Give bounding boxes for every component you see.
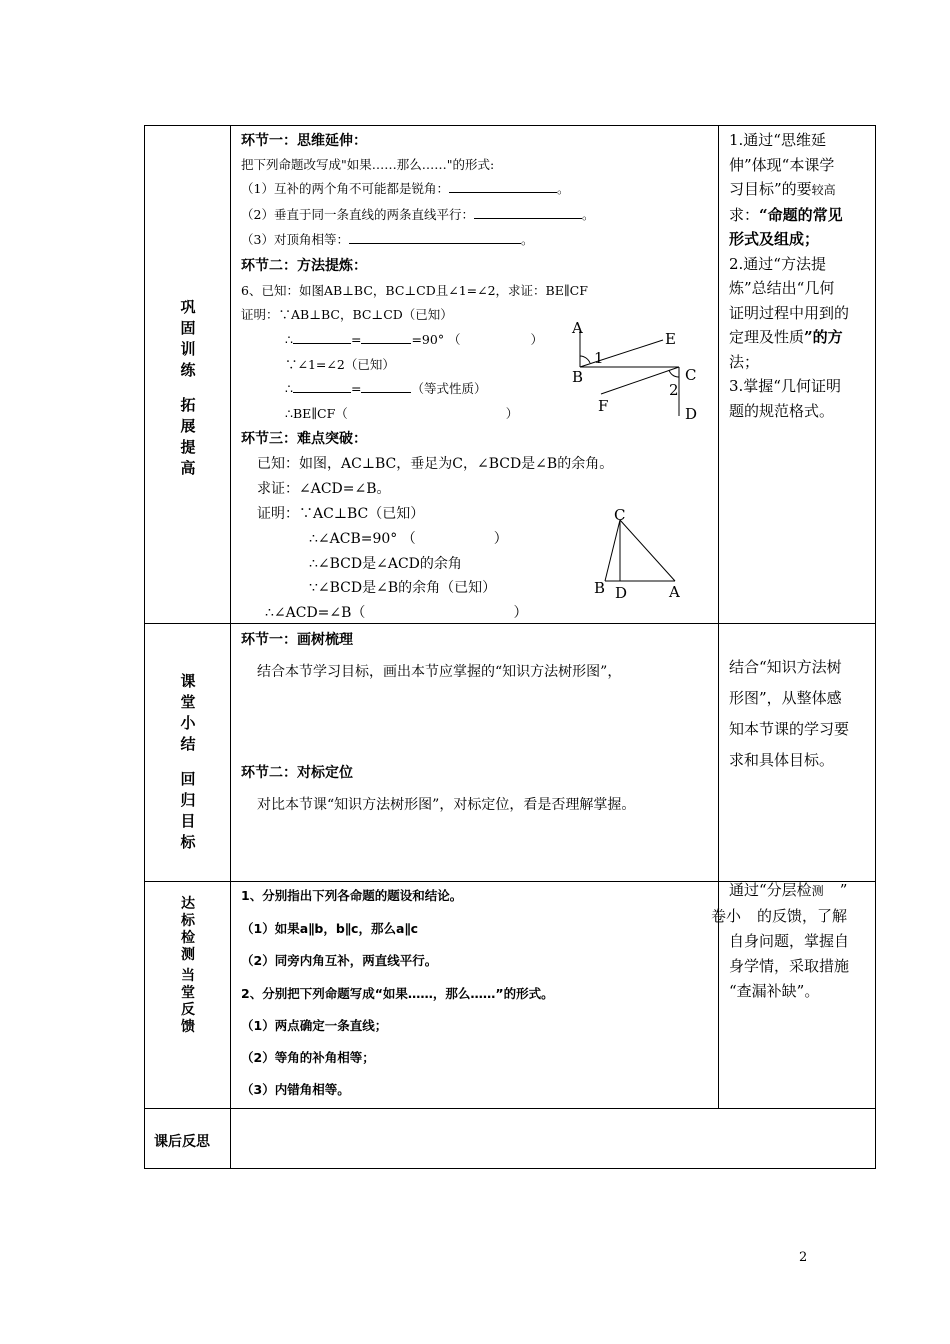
- segment-cf: [601, 367, 679, 394]
- segment-cb: [605, 520, 620, 581]
- answer-blank[interactable]: [293, 381, 351, 393]
- s3-proof-5: ∴∠ACD=∠B（ ）: [265, 605, 528, 621]
- r3-q1: 1、分别指出下列各命题的题设和结论。: [241, 888, 463, 903]
- r3-q2c: （3）内错角相等。: [241, 1082, 350, 1097]
- r2-s1-title: 环节一：画树梳理: [241, 632, 353, 648]
- r3-q2b: （2）等角的补角相等；: [241, 1050, 375, 1065]
- row2-note: 结合“知识方法树 形图”，从整体感 知本节课的学习要 求和具体目标。: [729, 658, 850, 769]
- s2-proof-3: ∵∠1=∠2（已知）: [285, 357, 395, 372]
- s1-q3: （3）对顶角相等： 。: [241, 232, 534, 247]
- s1-intro: 把下列命题改写成"如果……那么……"的形式:: [241, 157, 495, 172]
- label-angle-1: 1: [594, 349, 604, 367]
- s3-prove: 求证：∠ACD=∠B。: [257, 481, 391, 497]
- s3-title: 环节三：难点突破：: [241, 431, 367, 447]
- s3-proof-4: ∵∠BCD是∠B的余角（已知）: [309, 580, 497, 596]
- answer-blank[interactable]: [293, 332, 351, 344]
- row-divider-1: [145, 623, 875, 624]
- r2-s2-title: 环节二：对标定位: [241, 765, 353, 781]
- s2-proof-2: ∴ = =90° （ ）: [285, 332, 544, 347]
- answer-blank[interactable]: [361, 381, 411, 393]
- label-c: C: [685, 366, 697, 384]
- r3-q2a: （1）两点确定一条直线；: [241, 1018, 388, 1033]
- row1-note: 1.通过“思维延 伸”体现“本课学 习目标”的要较高 求：“命题的常见 形式及组成； 2.通过“方法提 炼”总结出“几何 证明过程中用到的 定理及性质”的方 法； 3.掌握“几何证明 题的规范格式。: [729, 131, 850, 420]
- label-b: B: [594, 579, 606, 597]
- s3-proof-2: ∴∠ACB=90° （ ）: [309, 531, 508, 547]
- s1-q1: （1）互补的两个角不可能都是锐角： 。: [241, 181, 570, 196]
- r3-q1b: （2）同旁内角互补，两直线平行。: [241, 953, 438, 968]
- r3-q2: 2、分别把下列命题写成“如果……，那么……”的形式。: [241, 986, 554, 1001]
- label-d: D: [615, 584, 628, 602]
- label-a: A: [572, 319, 583, 337]
- segment-be: [580, 340, 663, 367]
- s1-q2: （2）垂直于同一条直线的两条直线平行： 。: [241, 207, 595, 222]
- s2-proof-1: 证明：∵AB⊥BC，BC⊥CD（已知）: [241, 307, 453, 322]
- row-divider-3: [145, 1108, 875, 1109]
- label-b: B: [572, 368, 584, 386]
- s3-proof-1: 证明：∵AC⊥BC（已知）: [257, 506, 425, 522]
- reflection-label: 课后反思: [154, 1134, 210, 1150]
- answer-blank[interactable]: [349, 232, 521, 244]
- page-number: 2: [799, 1250, 808, 1265]
- s2-proof-4: ∴ = （等式性质）: [285, 381, 487, 396]
- figure-triangle: [585, 504, 685, 604]
- row3-note: 通过“分层检测 ” 卷小 的反馈，了解 自身问题，掌握自 身学情，采取措施 “查漏补缺”。: [711, 881, 850, 1000]
- answer-blank[interactable]: [474, 207, 582, 219]
- r3-q1a: （1）如果a∥b，b∥c，那么a∥c: [241, 921, 419, 936]
- label-e: E: [665, 330, 676, 348]
- s3-given: 已知：如图，AC⊥BC，垂足为C，∠BCD是∠B的余角。: [257, 456, 614, 472]
- label-c: C: [614, 506, 626, 524]
- r2-s1-text: 结合本节学习目标，画出本节应掌握的“知识方法树形图”，: [257, 664, 622, 680]
- label-f: F: [598, 397, 609, 415]
- r2-s2-text: 对比本节课“知识方法树形图”，对标定位，看是否理解掌握。: [257, 797, 636, 813]
- label-angle-2: 2: [669, 381, 679, 399]
- angle-1-arc: [580, 356, 590, 363]
- s2-title: 环节二：方法提炼：: [241, 258, 367, 274]
- label-a: A: [669, 583, 680, 601]
- answer-blank[interactable]: [449, 181, 557, 193]
- row1-side-label: 巩 固 训 练 拓 展 提 高: [180, 298, 196, 477]
- label-d: D: [685, 405, 698, 423]
- row2-side-label: 课 堂 小 结 回 归 目 标: [180, 672, 196, 851]
- s2-given: 6、已知：如图AB⊥BC，BC⊥CD且∠1=∠2，求证：BE∥CF: [241, 283, 588, 298]
- segment-ca: [620, 520, 675, 581]
- s1-title: 环节一：思维延伸：: [241, 133, 367, 149]
- lesson-table: [144, 125, 876, 1169]
- answer-blank[interactable]: [361, 332, 411, 344]
- s3-proof-3: ∴∠BCD是∠ACD的余角: [309, 556, 462, 572]
- angle-2-arc: [669, 370, 679, 377]
- row3-side-label: 达 标 检 测 当 堂 反 馈: [181, 896, 195, 1035]
- s2-proof-5: ∴BE∥CF（ ）: [285, 406, 519, 421]
- figure-parallel: [563, 316, 713, 426]
